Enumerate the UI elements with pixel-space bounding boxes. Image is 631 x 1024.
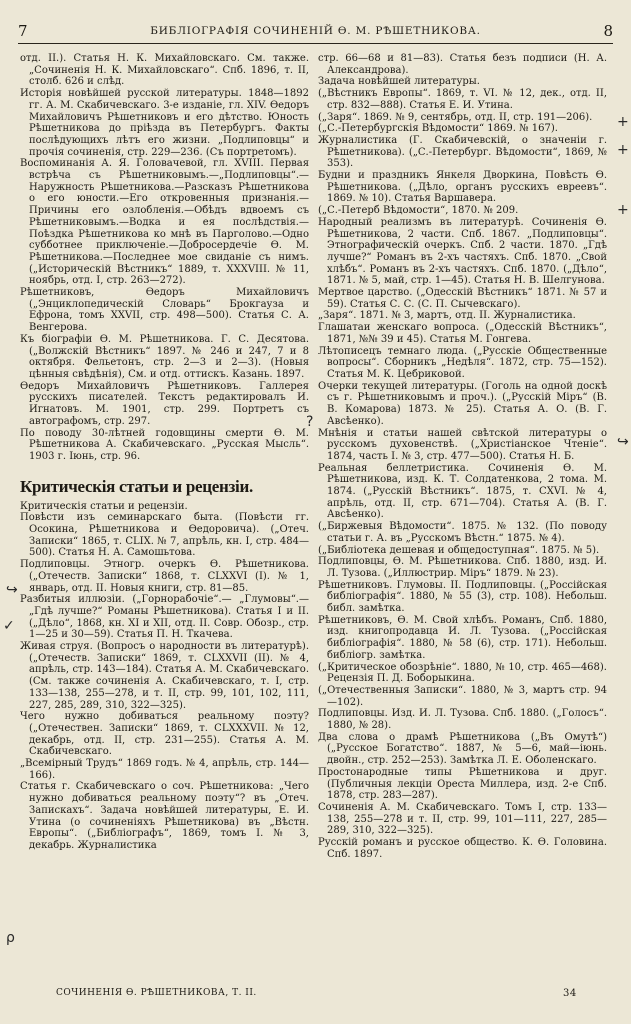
page-number-right: 8	[603, 22, 613, 40]
left-column	[20, 53, 309, 852]
entry: („С.-Петербургскія Вѣдомости“ 1869. № 167).	[318, 123, 558, 135]
margin-pencil-mark-icon: ↪	[6, 582, 18, 598]
entry: Мнѣнія и статьи нашей свѣтской литературы о русскомъ духовенствѣ. („Христіанское Чтеніе“. 1874, часть I. № 3, стр. 477—500). Статья Н. Б.	[318, 427, 607, 462]
entry: отд. II.). Статья Н. К. Михайловскаго. См. также. „Сочиненія Н. К. Михайловскаго“. Спб. 1896, т. II, столб. 626 и слѣд.	[20, 53, 309, 88]
entry: („Биржевыя Вѣдомости“. 1875. № 132. (По поводу статьи г. А. въ „Русскомъ Вѣстн.“ 1875. № 4).	[318, 521, 607, 544]
entry: („Библіотека дешевая и общедоступная“. 1875. № 5).	[318, 544, 600, 556]
entry: Рѣшетниковъ, Ѳ. М. Свой хлѣбъ. Романъ, Спб. 1880, изд. книгопродавца И. Л. Тузова. („Россійская библіографія“. 1880, № 58 (6), стр. 171). Небольш. библіогр. замѣтка.	[318, 614, 607, 661]
entry: стр. 66—68 и 81—83). Статья безъ подписи (Н. А. Александрова).	[318, 53, 607, 76]
margin-pencil-mark-icon: ρ	[6, 930, 15, 946]
sheet-number: 34	[563, 988, 577, 999]
entry: Простонародные типы Рѣшетникова и друг. (Публичныя лекціи Ореста Миллера, изд. 2-е Спб. 1878, стр. 283—287).	[318, 766, 607, 802]
margin-pencil-mark-icon: ↪	[617, 434, 629, 450]
entry: Два слова о драмѣ Рѣшетникова („Въ Омутѣ“) („Русское Богатство“. 1887, № 5—6, май—іюнь. двойн., стр. 252—253). Замѣтка Л. Е. Оболенскаго.	[318, 731, 607, 767]
entry: Чего нужно добиваться реальному поэту? („Отечествен. Записки“ 1869, т. CLXXXVII. № 12, декабрь, отд. II, стр. 231—255). Статья А. М. Скабичевскаго.	[20, 711, 309, 758]
entry: Сочиненія А. М. Скабичевскаго. Томъ I, стр. 133—138, 255—278 и т. II, стр. 99, 101—111, 227, 285—289, 310, 322—325).	[318, 802, 607, 837]
entry: Повѣсти изъ семинарскаго быта. (Повѣсти гг. Осокина, Рѣшетникова и Ѳедоровича). („Отеч. Записки“ 1865, т. CLIX. № 7, апрѣль, кн. I, стр. 484—500). Статья Н. А. Самошьтова.	[20, 512, 309, 559]
signature-mark: СОЧИНЕНІЯ Ѳ. РѢШЕТНИКОВА, Т. II.	[56, 988, 257, 998]
entry: Подлиповцы. Изд. И. Л. Тузова. Спб. 1880. („Голосъ“. 1880, № 28).	[318, 708, 607, 732]
entry: Критическія статьи и рецензіи.	[20, 500, 188, 512]
entry: Къ біографіи Ѳ. М. Рѣшетникова. Г. С. Десятова. („Волжскій Вѣстникъ“ 1897. № 246 и 247, 7 и 8 октября. Фельетонъ, стр. 2—3 и 2—3). (Новыя цѣнныя свѣдѣнія), См. и отд. оттискъ. Казань. 1897.	[20, 333, 309, 380]
margin-pencil-mark-icon: ✓	[3, 618, 15, 634]
header-rule	[18, 43, 613, 44]
entry: По поводу 30-лѣтней годовщины смерти Ѳ. М. Рѣшетникова А. Скабичевскаго. „Русская Мысль“. 1903 г. Іюнь, стр. 96.	[20, 427, 309, 462]
entry: Русскій романъ и русское общество. К. Ѳ. Головина. Спб. 1897.	[318, 837, 607, 860]
entry: Разбитыя иллюзіи. („Горнорабочіе“.— „Глумовы“.— „Гдѣ лучше?“ Романы Рѣшетникова). Статья I и II. („Дѣло“, 1868, кн. XI и XII, отд. II. Совр. Обозр., стр. 1—25 и 30—59). Статья П. Н. Ткачева.	[20, 594, 309, 641]
entry: Подлиповцы. Этногр. очеркъ Ѳ. Рѣшетникова. („Отечеств. Записки“ 1868, т. CLXXVI (I). № 1, январь, отд. II. Новыя книги, стр. 81—85.	[20, 559, 309, 594]
margin-pencil-mark-icon: +	[617, 142, 629, 158]
entry: Реальная беллетристика. Сочиненія Ѳ. М. Рѣшетникова, изд. К. Т. Солдатенкова, 2 тома. М. 1874. („Русскій Вѣстникъ“. 1875, т. CXVI. № 4, апрѣль, отд. II, стр. 671—704). Статья А. (В. Г. Авсѣенко).	[318, 462, 607, 521]
entry: Подлиповцы, Ѳ. М. Рѣшетникова. Спб. 1880, изд. И. Л. Тузова. („Иллюстрир. Міръ“ 1879. № 23).	[318, 556, 607, 579]
entry: Будни и праздникъ Янкеля Дворкина, Повѣсть Ѳ. Рѣшетникова. („Дѣло, органъ русскихъ евреевъ“. 1869. № 10). Статья Варшавера.	[318, 170, 607, 205]
section-heading: Критическія статьи и рецензіи.	[20, 476, 253, 496]
entry: Рѣшетниковъ, Ѳедоръ Михайловичъ („Энциклопедическій Словарь“ Брокгауза и Ефрона, томъ XXVII, стр. 498—500). Статья С. А. Венгерова.	[20, 287, 309, 334]
right-column	[318, 53, 607, 861]
running-header	[18, 20, 613, 42]
entry: („Заря“. 1869. № 9, сентябрь, отд. II, стр. 191—206).	[318, 111, 593, 123]
entry: Живая струя. (Вопросъ о народности въ литературѣ). („Отечеств. Записки“ 1869, т. CLXXVII (II). № 4, апрѣль, стр. 143—184). Статья А. М. Скабичевскаго. (См. также сочиненія А. Скабичевскаго, т. I, стр. 133—138, 255—278, и т. II, стр. 99, 101, 102, 111, 227, 285, 289, 310, 322—325).	[20, 641, 309, 711]
margin-pencil-mark-icon: ?	[306, 414, 314, 430]
entry: „Всемірный Трудъ“ 1869 годъ. № 4, апрѣль, стр. 144—166).	[20, 758, 309, 781]
entry: Глашатаи женскаго вопроса. („Одесскій Вѣстникъ“, 1871, №№ 39 и 45). Статья М. Гонгева.	[318, 322, 607, 345]
entry: Мертвое царство. („Одесскій Вѣстникъ“ 1871. № 57 и 59). Статья С. С. (С. П. Сычевскаго).	[318, 287, 607, 310]
entry: („Критическое обозрѣніе“. 1880, № 10, стр. 465—468). Рецензія П. Д. Боборыкина.	[318, 661, 607, 685]
entry: Воспоминанія А. Я. Головачевой, гл. XVIII. Первая встрѣча съ Рѣшетниковымъ.—„Подлиповцы“.—Наружность Рѣшетникова.—Разсказъ Рѣшетникова о его юности.—Его откровенныя признанія.—Причины его озлобленія.—Обѣдъ вдвоемъ съ Рѣшетниковымъ.—Водка и ея послѣдствія.—Поѣздка Рѣшетникова ко мнѣ въ Парголово.—Одно субботнее приключеніе.—Добросердечіе Ѳ. М. Рѣшетникова.—Последнее мое свиданіе съ нимъ. („Историческій Вѣстникъ“ 1889, т. XXXVIII. № 11, ноябрь, отд. I, стр. 263—272).	[20, 158, 309, 287]
entry: („Вѣстникъ Европы“. 1869, т. VI. № 12, дек., отд. II, стр. 832—888). Статья Е. И. Утина.	[318, 88, 607, 111]
margin-pencil-mark-icon: +	[617, 202, 629, 218]
entry: Народный реализмъ въ литературѣ. Сочиненія Ѳ. Рѣшетникова, 2 части. Спб. 1867. „Подлиповцы“. Этнографическій очеркъ. Спб. 2 части. 1870. „Гдѣ лучше?“ Романъ въ 2-хъ частяхъ. Спб. 1870. „Свой хлѣбъ“. Романъ въ 2-хъ частяхъ. Спб. 1870. („Дѣло“, 1871. № 5, май, стр. 1—45). Статья Н. В. Шелгунова.	[318, 216, 607, 287]
entry: („С.-Петерб Вѣдомости“, 1870. № 209.	[318, 205, 519, 217]
entry: Ѳедоръ Михайловичъ Рѣшетниковъ. Галлерея русскихъ писателей. Текстъ редактировалъ И. Игнатовъ. М. 1901, стр. 299. Портретъ съ автографомъ, стр. 297.	[20, 380, 309, 427]
entry: Лѣтописецъ темнаго люда. („Русскіе Общественные вопросы“. Сборникъ „Недѣля“. 1872, стр. 75—152). Статья М. К. Цебриковой.	[318, 345, 607, 380]
entry: Задача новѣйшей литературы.	[318, 76, 480, 88]
running-title: БИБЛІОГРАФІЯ СОЧИНЕНІЙ Ѳ. М. РѢШЕТНИКОВА.	[150, 25, 481, 37]
entry: „Заря“. 1871. № 3, мартъ, отд. II. Журналистика.	[318, 310, 576, 322]
entry: Исторія новѣйшей русской литературы. 1848—1892 гг. А. М. Скабичевскаго. 3-е изданіе, гл. XIV. Ѳедоръ Михайловичъ Рѣшетниковъ и его дѣтство. Юность Рѣшетникова до пріѣзда въ Петербургъ. Факты послѣдующихъ лѣтъ его жизни. „Подлиповцы“ и прочія сочиненія, стр. 229—236. (Съ портретомъ).	[20, 88, 309, 158]
entry: Рѣшетниковъ. Глумовы. II. Подлиповцы. („Россійская библіографія“. 1880, № 55 (3), стр. 108). Небольш. библ. замѣтка.	[318, 579, 607, 615]
entry: Очерки текущей литературы. (Гоголь на одной доскѣ съ г. Рѣшетниковымъ и проч.). („Русскій Міръ“ (В. В. Комарова) 1873. № 25). Статья А. О. (В. Г. Авсѣенко).	[318, 380, 607, 427]
entry: Статья г. Скабичевскаго о соч. Рѣшетникова: „Чего нужно добиваться реальному поэту“? въ „Отеч. Запискахъ“. Задача новѣйшей литературы, Е. И. Утина (о сочиненіяхъ Рѣшетникова) въ „Вѣстн. Европы“. („Библіографъ“, 1869, томъ I. № 3, декабрь. Журналистика	[20, 781, 309, 851]
page-number-left: 7	[18, 22, 28, 40]
entry: Журналистика (Г. Скабичевскій, о значеніи г. Рѣшетникова). („С.-Петербург. Вѣдомости“, 1869, № 353).	[318, 134, 607, 170]
entry: („Отечественныя Записки“. 1880, № 3, мартъ стр. 94—102).	[318, 684, 607, 708]
margin-pencil-mark-icon: +	[617, 114, 629, 130]
